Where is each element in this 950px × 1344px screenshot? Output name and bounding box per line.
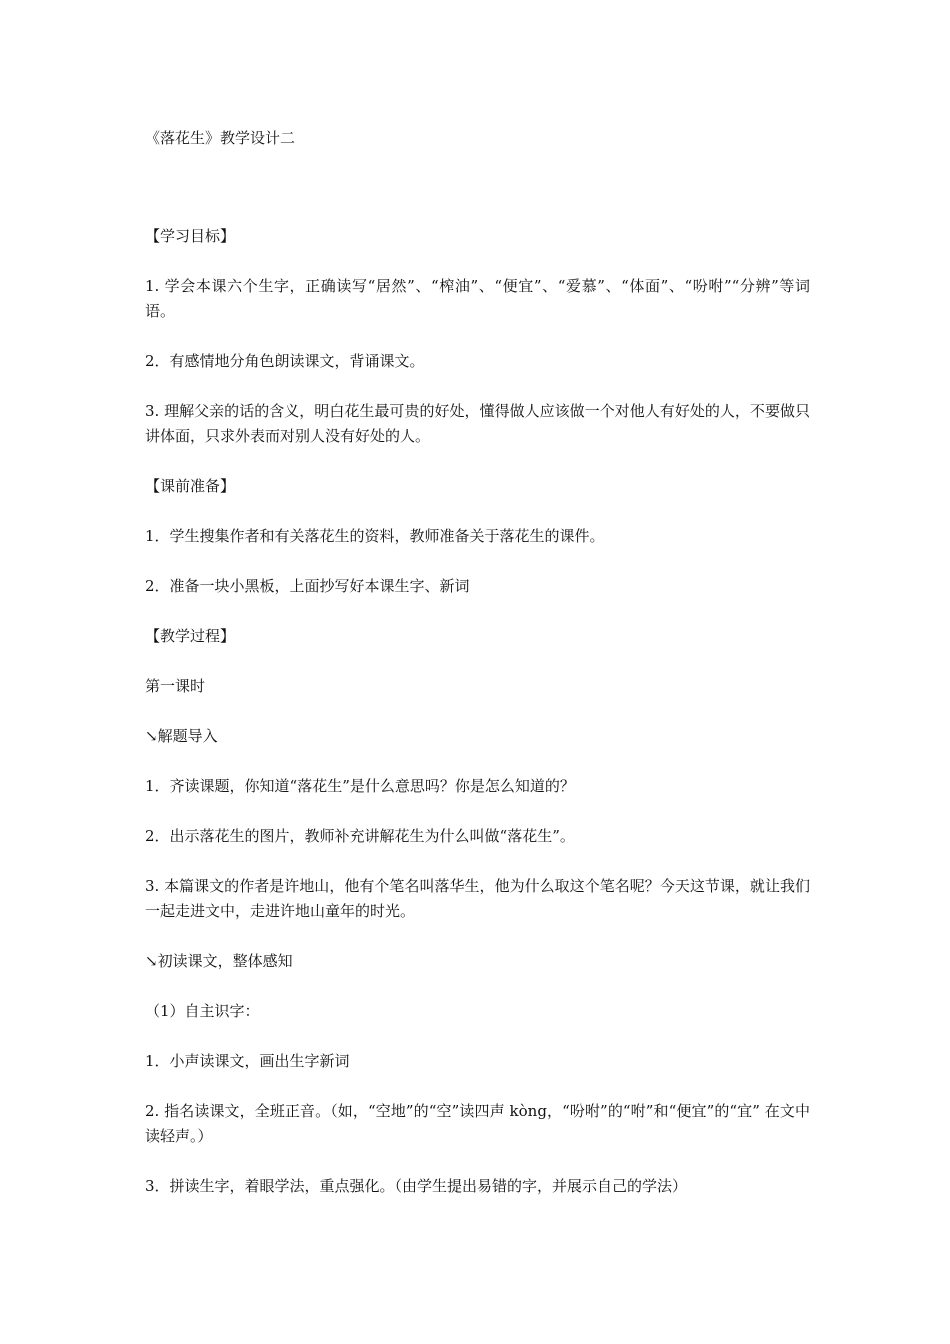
intro-item-2: 2．出示落花生的图片，教师补充讲解花生为什么叫做“落花生”。 xyxy=(145,827,575,845)
goal-item-2: 2．有感情地分角色朗读课文，背诵课文。 xyxy=(145,352,425,370)
section-heading-goals: 【学习目标】 xyxy=(145,227,236,245)
step-heading-first-reading: ↘初读课文，整体感知 xyxy=(145,952,293,970)
lesson-period-heading: 第一课时 xyxy=(145,677,206,695)
goal-item-1: 1. 学会本课六个生字，正确读写“居然”、“榨油”、“便宜”、“爱慕”、“体面”、“吩咐”“分辨”等词语。 xyxy=(145,277,810,320)
section-heading-process: 【教学过程】 xyxy=(145,627,236,645)
preparation-item-2: 2．准备一块小黑板，上面抄写好本课生字、新词 xyxy=(145,577,470,595)
reading-item-1: 1．小声读课文，画出生字新词 xyxy=(145,1052,350,1070)
document-body xyxy=(145,224,810,1224)
preparation-item-1: 1．学生搜集作者和有关落花生的资料，教师准备关于落花生的课件。 xyxy=(145,527,605,545)
document-title: 《落花生》教学设计二 xyxy=(145,129,296,147)
section-heading-preparation: 【课前准备】 xyxy=(145,477,236,495)
reading-item-2: 2. 指名读课文，全班正音。（如，“空地”的“空”读四声 kòng，“吩咐”的“咐”和“便宜”的“宜” 在文中读轻声。） xyxy=(145,1102,810,1145)
intro-item-3: 3. 本篇课文的作者是许地山，他有个笔名叫落华生，他为什么取这个笔名呢？今天这节课，就让我们一起走进文中，走进许地山童年的时光。 xyxy=(145,877,810,920)
intro-item-1: 1．齐读课题，你知道“落花生”是什么意思吗？你是怎么知道的？ xyxy=(145,777,575,795)
sub-heading-self-literacy: （1）自主识字： xyxy=(145,1002,260,1020)
reading-item-3: 3．拼读生字，着眼学法，重点强化。（由学生提出易错的字，并展示自己的学法） xyxy=(145,1177,688,1195)
goal-item-3: 3. 理解父亲的话的含义，明白花生最可贵的好处，懂得做人应该做一个对他人有好处的人，不要做只讲体面，只求外表而对别人没有好处的人。 xyxy=(145,402,810,445)
step-heading-intro: ↘解题导入 xyxy=(145,727,218,745)
